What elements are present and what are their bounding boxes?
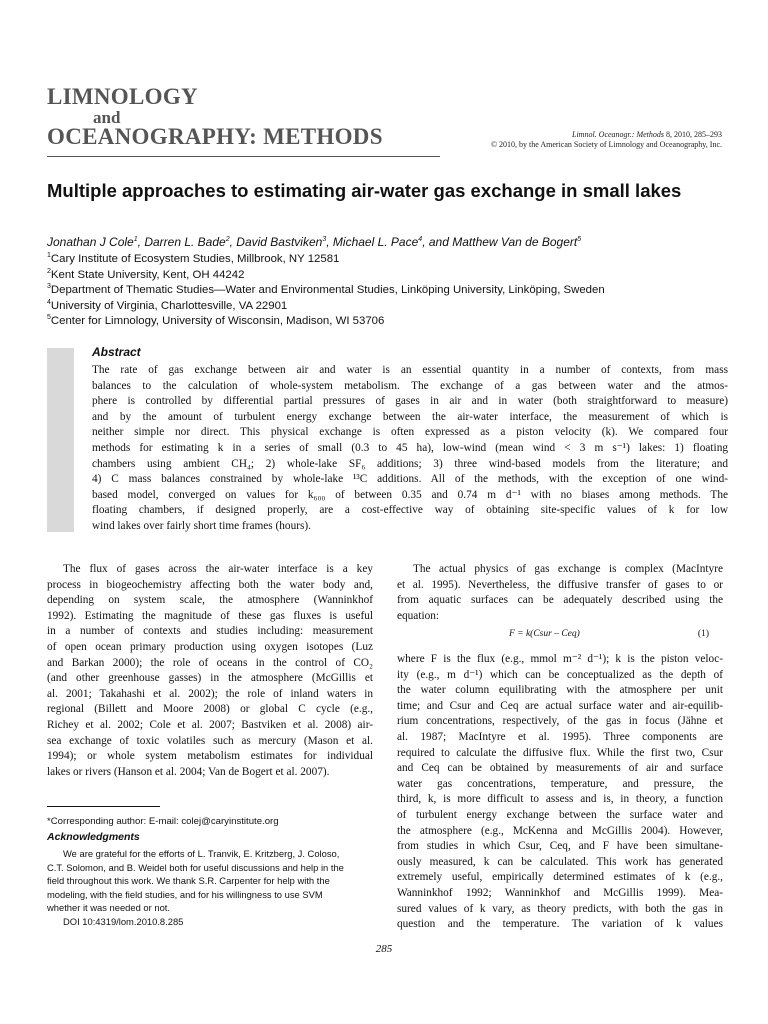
body-line: where F is the flux (e.g., mmol m⁻² d⁻¹); k is the piston veloc- — [397, 653, 723, 665]
body-line: water gas concentrations, temperature, and pressure, the — [397, 777, 723, 790]
affiliation — [47, 252, 605, 268]
body-line: The flux of gases across the air-water interface is a key — [63, 563, 373, 575]
affiliation — [47, 314, 605, 330]
author-name: Darren L. Bade — [144, 235, 226, 249]
body-column-right-top — [397, 562, 723, 624]
body-line: the water column equilibrating with the atmosphere per unit — [397, 684, 723, 697]
journal-name-line3: OCEANOGRAPHY: METHODS — [47, 124, 383, 149]
author-name: Jonathan J Cole — [47, 235, 134, 249]
abstract-line: 4) C mass balances constrained by whole-lake ¹³C additions. All of the methods, with the exception of one wind- — [92, 473, 728, 486]
author-list — [47, 235, 581, 249]
body-line: rium concentrations, respectively, of the gas in focus (Jähne et — [397, 715, 723, 728]
author-name: Matthew Van de Bogert — [452, 235, 578, 249]
abstract-line: based model, converged on values for k₆₀₀ of between 0.35 and 0.74 m d⁻¹ with no biases among methods. The — [92, 488, 728, 501]
body-line: ity (e.g., m d⁻¹) which can be conceptualized as the depth of — [397, 668, 723, 681]
affiliation-mark: 4 — [47, 298, 51, 306]
author-separator: , — [137, 235, 145, 249]
author-name: David Bastviken — [236, 235, 323, 249]
footnote-rule — [47, 806, 160, 807]
equation-number: (1) — [697, 629, 709, 639]
abstract-body — [92, 363, 728, 535]
abstract-line: phere is controlled by differential partial pressures of gases in air and in water (both straightforward to measure) — [92, 395, 728, 408]
corresponding-author-note: *Corresponding author: E-mail: colej@caryinstitute.org — [47, 816, 279, 827]
author-separator: , — [326, 235, 333, 249]
body-line: regional (Billett and Moore 2008) or global C cycle (e.g., — [47, 703, 373, 716]
body-line: al. 1987; MacIntyre et al. 1995). Three components are — [397, 730, 723, 743]
affiliation-text: Center for Limnology, University of Wisconsin, Madison, WI 53706 — [50, 315, 385, 328]
affiliation-text: Department of Thematic Studies—Water and Environmental Studies, Linköping University, Linköping, Sweden — [50, 284, 605, 297]
body-line: equation: — [397, 609, 440, 622]
affiliation-mark: 1 — [47, 252, 51, 260]
journal-name-line1: LIMNOLOGY — [47, 84, 198, 109]
body-line: depending on system scale, the atmosphere (Wanninkhof — [47, 594, 373, 607]
body-line: 1992). Estimating the magnitude of these gas fluxes is useful — [47, 609, 373, 622]
body-line: and Barkan 2000); the role of oceans in the control of CO₂ — [47, 656, 373, 669]
body-line: Wanninkhof 1992; Wanninkhof and McGillis 1999). Mea- — [397, 886, 723, 899]
acknowledgments-body — [47, 847, 365, 929]
affiliation-text: Cary Institute of Ecosystem Studies, Millbrook, NY 12581 — [50, 253, 340, 265]
journal-citation — [572, 130, 722, 139]
abstract-line: The rate of gas exchange between air and water is an essential quantity in a number of contexts, from mass — [92, 364, 728, 376]
author-separator: , and — [422, 235, 453, 249]
body-line: ously measured, k can be calculated. This work has generated — [397, 855, 723, 868]
author-mark: 5 — [577, 236, 582, 243]
affiliation — [47, 268, 605, 284]
body-line: lakes or rivers (Hanson et al. 2004; Van de Bogert et al. 2007). — [47, 765, 330, 778]
body-line: from studies in which Csur, Ceq, and F have been simultane- — [397, 840, 723, 853]
abstract-sidebar-bar — [47, 348, 74, 532]
author-name: Michael L. Pace — [332, 235, 419, 249]
affiliation-list — [47, 252, 605, 330]
affiliation-text: University of Virginia, Charlottesville, VA 22901 — [50, 299, 288, 312]
author-mark: 2 — [225, 236, 230, 243]
abstract-line: and by the amount of turbulent energy exchange between the air-water interface, the measurement of which is — [92, 410, 728, 423]
acknowledgments-heading: Acknowledgments — [47, 831, 140, 843]
abstract-line: methods for estimating k in a series of small (0.3 to 45 ha), low-wind (mean wind < 3 m s⁻¹) lakes: 1) floating — [92, 441, 728, 454]
ack-line: C.T. Solomon, and B. Weidel both for useful discussions and help in the — [47, 861, 344, 873]
affiliation — [47, 283, 605, 299]
citation-details: 8, 2010, 285–293 — [664, 130, 722, 139]
doi: DOI 10:4319/lom.2010.8.285 — [63, 915, 184, 927]
ack-line: whether it was needed or not. — [47, 902, 170, 914]
abstract-line: balances to the calculation of whole-system metabolism. The exchange of a gas between water and the atmos- — [92, 379, 728, 392]
abstract-line: chambers using ambient CH₄; 2) whole-lake SF₆ additions; 3) three wind-based models from the literature; and — [92, 457, 728, 470]
ack-line: field throughout this work. We thank S.R. Carpenter for help with the — [47, 875, 330, 887]
affiliation-mark: 2 — [47, 267, 51, 275]
citation-journal: Limnol. Oceanogr.: Methods — [572, 130, 664, 139]
abstract-line: wind lakes over fairly short time frames (hours). — [92, 519, 311, 532]
body-line: third, k, is more difficult to assess and is, in theory, a function — [397, 793, 723, 806]
author-mark: 4 — [418, 236, 423, 243]
body-line: process in biogeochemistry affecting both the water body and, — [47, 578, 373, 591]
body-column-right-bottom — [397, 652, 723, 933]
body-line: 1994); or whole system metabolism estimates for individual — [47, 750, 373, 763]
body-line: al. 2001; Takahashi et al. 2002); the role of inland waters in — [47, 687, 373, 700]
author-mark: 1 — [133, 236, 138, 243]
body-line: Richey et al. 2002; Cole et al. 2007; Bastviken et al. 2008) air- — [47, 718, 373, 731]
equation-text: F = k(Csur – Ceq) — [509, 629, 580, 639]
body-column-left — [47, 562, 373, 780]
body-line: sea exchange of toxic volatiles such as mercury (Mason et al. — [47, 734, 373, 747]
abstract-line: neither simple nor direct. This physical exchange is often expressed as a piston velocity (k). We compared four — [92, 426, 728, 439]
ack-line: modeling, with the field studies, and for his willingness to use SVM — [47, 888, 323, 900]
body-line: The actual physics of gas exchange is complex (MacIntyre — [413, 563, 723, 575]
affiliation-text: Kent State University, Kent, OH 44242 — [50, 268, 245, 281]
affiliation — [47, 299, 605, 315]
abstract-line: floating chambers, if designed properly, are a cost-effective way of obtaining site-specific values of k for low — [92, 504, 728, 517]
body-line: question and the temperature. The variation of k values — [397, 918, 723, 931]
journal-name-line2: and — [93, 108, 121, 127]
copyright-notice: © 2010, by the American Society of Limnology and Oceanography, Inc. — [490, 140, 722, 149]
affiliation-mark: 5 — [47, 314, 51, 322]
affiliation-mark: 3 — [47, 283, 51, 291]
article-title: Multiple approaches to estimating air-water gas exchange in small lakes — [47, 180, 682, 201]
body-line: from aquatic surfaces can be adequately described using the — [397, 594, 723, 607]
abstract-heading: Abstract — [92, 345, 141, 359]
masthead-rule — [47, 156, 440, 157]
author-separator: , — [229, 235, 237, 249]
body-line: extremely useful, empirically determined estimates of k (e.g., — [397, 871, 723, 884]
body-line: time; and Csur and Ceq are actual surface water and air-equilib- — [397, 699, 723, 712]
body-line: in a number of contexts and studies including: measurement — [47, 625, 373, 638]
body-line: the atmosphere (e.g., McKenna and McGillis 2004). However, — [397, 824, 723, 837]
body-line: of open ocean primary production using oxygen isotopes (Luz — [47, 640, 373, 653]
ack-line: We are grateful for the efforts of L. Tranvik, E. Kritzberg, J. Coloso, — [63, 848, 340, 859]
page-number: 285 — [375, 943, 393, 955]
author-mark: 3 — [322, 236, 327, 243]
body-line: (and other greenhouse gasses) in the atmosphere (McGillis et — [47, 672, 373, 685]
body-line: et al. 1995). Nevertheless, the diffusive transfer of gases to or — [397, 578, 723, 591]
body-line: and Ceq can be obtained by measurements of air and surface — [397, 762, 723, 775]
body-line: of turbulent energy exchange between the surface water and — [397, 808, 723, 821]
body-line: sured values of k vary, as theory predicts, with both the gas in — [397, 902, 723, 915]
body-line: required to calculate the diffusive flux. While the first two, Csur — [397, 746, 723, 759]
